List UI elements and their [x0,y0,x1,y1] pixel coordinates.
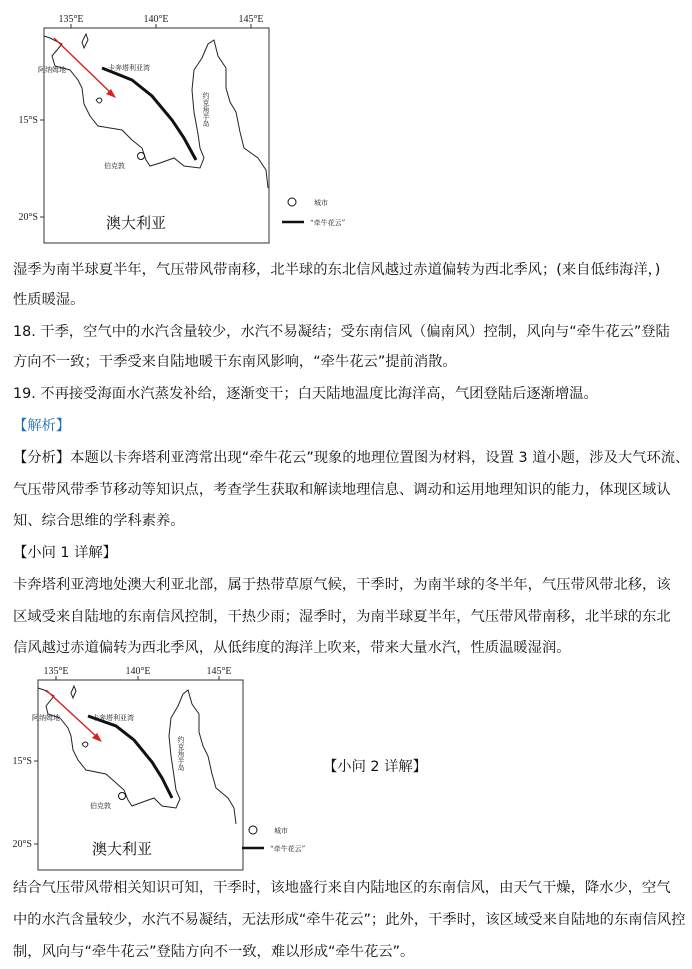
answer-line: 湿季为南半球夏半年，气压带风带南移，北半球的东北信风越过赤道偏转为西北季风；(来自低纬海洋，) [13,262,661,278]
answer-line: 方向不一致；干季受来自陆地暖干东南风影响，“牵牛花云”提前消散。 [13,354,457,370]
place-gulf: 卡奔塔利亚湾 [92,714,134,722]
place-gulf: 卡奔塔利亚湾 [108,64,150,72]
lat-label: 20°S [12,839,32,850]
cloud-line [88,716,172,798]
answer-line: 19. 不再接受海面水汽蒸发补给，逐渐变干；白天陆地温度比海洋高，气团登陆后逐渐增温。 [13,386,598,402]
detail-line: 中的水汽含量较少，水汽不易凝结，无法形成“牵牛花云”；此外，干季时，该区域受来自陆地的东南信风控 [13,912,686,928]
place-burketown: 伯克敦 [90,802,111,810]
lon-label: 140°E [125,666,151,677]
subquestion-heading: 【小问 1 详解】 [13,545,117,561]
analysis-line: 气压带风带季节移动等知识点，考查学生获取和解读地理信息、调动和运用地理知识的能力，体现区域认 [13,482,671,498]
detail-line: 制，风向与“牵牛花云”登陆方向不一致，难以形成“牵牛花云”。 [13,944,415,960]
city-icon [138,153,145,160]
lon-label: 135°E [58,14,84,25]
map-2 [12,658,336,873]
place-australia: 澳大利亚 [106,214,167,232]
lat-label: 20°S [18,212,38,223]
place-arnhem: 阿纳姆地 [32,714,60,722]
coastline [44,36,268,188]
lon-label: 135°E [43,666,69,677]
lon-label: 140°E [143,14,169,25]
legend-city: 城市 [274,827,288,835]
lat-label: 15°S [12,756,32,767]
place-arnhem: 阿纳姆地 [38,66,66,74]
detail-line: 区域受来自陆地的东南信风控制，干热少雨；湿季时，为南半球夏半年，气压带风带南移，北半球的东北 [13,609,671,625]
lon-label: 145°E [206,666,232,677]
analysis-line: 【分析】本题以卡奔塔利亚湾常出现“牵牛花云”现象的地理位置图为材料，设置 3 道小题，涉及大气环流、 [13,450,690,466]
lon-label: 145°E [238,14,264,25]
legend-cloud: “牵牛花云” [310,219,346,227]
place-peninsula: 约克角半岛 [177,736,185,771]
place-burketown: 伯克敦 [104,162,125,170]
legend-city: 城市 [314,199,328,207]
subquestion-heading: 【小问 2 详解】 [323,759,427,775]
city-icon [119,793,126,800]
detail-line: 结合气压带风带相关知识可知，干季时，该地盛行来自内陆地区的东南信风，由天气干燥，降水少，空气 [13,880,671,896]
place-australia: 澳大利亚 [92,840,153,858]
detail-line: 卡奔塔利亚湾地处澳大利亚北部，属于热带草原气候，干季时，为南半球的冬半年，气压带风带北移，该 [13,577,671,593]
map-1 [18,8,382,248]
detail-line: 信风越过赤道偏转为西北季风，从低纬度的海洋上吹来，带来大量水汽，性质温暖湿润。 [13,640,571,656]
answer-line: 18. 干季，空气中的水汽含量较少，水汽不易凝结；受东南信风（偏南风）控制，风向与“牵牛花云”登陆 [13,324,670,340]
lat-label: 15°S [18,115,38,126]
legend-cloud: “牵牛花云” [270,845,306,853]
analysis-line: 知、综合思维的学科素养。 [13,513,185,529]
coastline [38,688,236,824]
answer-line: 性质暖湿。 [13,292,85,308]
place-peninsula: 约克角半岛 [202,92,210,127]
cloud-line [102,68,196,160]
section-heading: 【解析】 [13,418,71,434]
